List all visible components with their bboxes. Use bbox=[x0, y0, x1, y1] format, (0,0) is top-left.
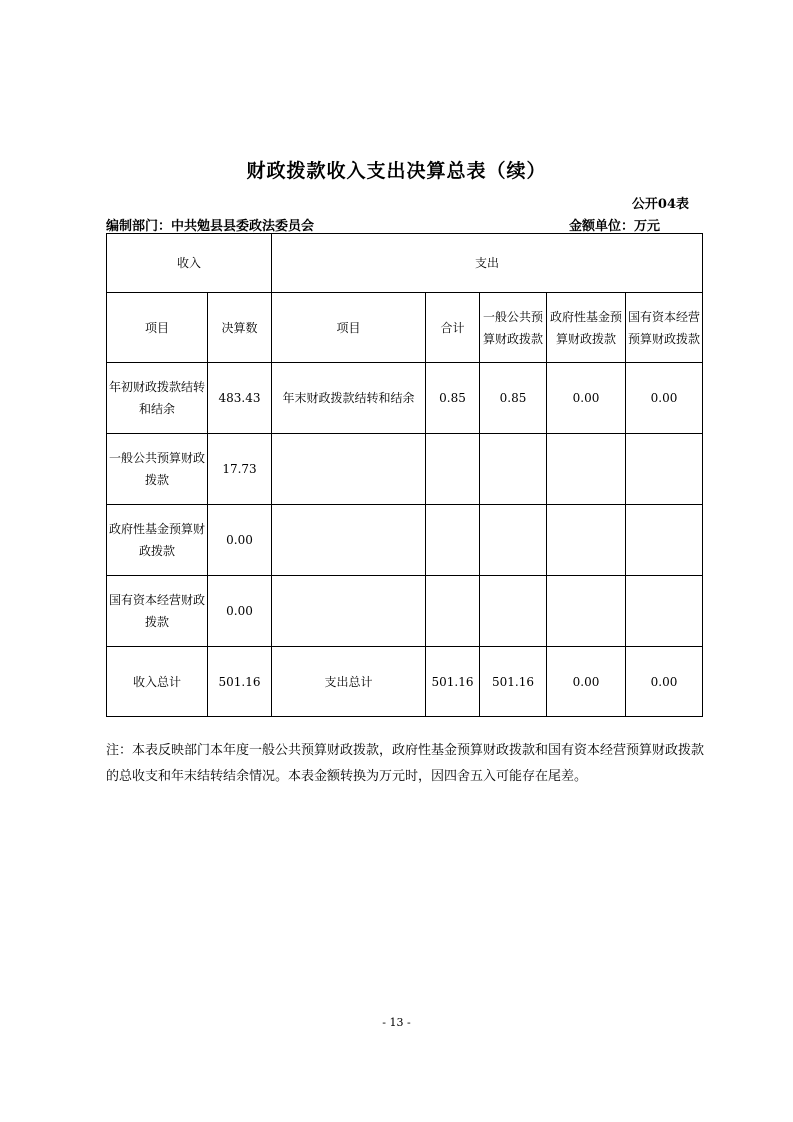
expense-total bbox=[426, 505, 480, 576]
header-income: 收入 bbox=[107, 234, 272, 293]
header-final-amount: 决算数 bbox=[208, 293, 272, 363]
page-number: - 13 - bbox=[382, 1016, 411, 1029]
table-row bbox=[107, 363, 703, 434]
expense-item: 支出总计 bbox=[272, 647, 426, 717]
income-value: 0.00 bbox=[208, 505, 272, 576]
expense-gov-fund: 0.00 bbox=[547, 363, 626, 434]
footnote: 注：本表反映部门本年度一般公共预算财政拨款，政府性基金预算财政拨款和国有资本经营预算财政拨款的总收支和年末结转结余情况。本表金额转换为万元时，因四舍五入可能存在尾差。 bbox=[106, 743, 705, 784]
expense-total bbox=[426, 434, 480, 505]
expense-general: 501.16 bbox=[480, 647, 547, 717]
header-general-budget: 一般公共预算财政拨款 bbox=[480, 293, 547, 363]
income-value: 17.73 bbox=[208, 434, 272, 505]
form-number: 公开04表 bbox=[631, 197, 689, 212]
table-row bbox=[107, 434, 703, 505]
expense-state-capital bbox=[626, 434, 703, 505]
expense-state-capital: 0.00 bbox=[626, 647, 703, 717]
table-total-row bbox=[107, 647, 703, 717]
table-row bbox=[107, 505, 703, 576]
income-value: 0.00 bbox=[208, 576, 272, 647]
header-income-item: 项目 bbox=[107, 293, 208, 363]
header-expense: 支出 bbox=[272, 234, 703, 293]
expense-gov-fund bbox=[547, 505, 626, 576]
income-item: 年初财政拨款结转和结余 bbox=[107, 363, 208, 434]
header-total: 合计 bbox=[426, 293, 480, 363]
expense-total: 0.85 bbox=[426, 363, 480, 434]
expense-item bbox=[272, 505, 426, 576]
table-row bbox=[107, 576, 703, 647]
department-label: 编制部门：中共勉县县委政法委员会 bbox=[106, 219, 315, 234]
expense-state-capital bbox=[626, 505, 703, 576]
income-item: 收入总计 bbox=[107, 647, 208, 717]
expense-gov-fund bbox=[547, 576, 626, 647]
header-state-capital: 国有资本经营预算财政拨款 bbox=[626, 293, 703, 363]
fiscal-summary-table bbox=[106, 233, 703, 717]
expense-total: 501.16 bbox=[426, 647, 480, 717]
page-title: 财政拨款收入支出决算总表（续） bbox=[246, 160, 547, 182]
expense-general: 0.85 bbox=[480, 363, 547, 434]
table-header-row-2 bbox=[107, 293, 703, 363]
expense-item: 年末财政拨款结转和结余 bbox=[272, 363, 426, 434]
expense-general bbox=[480, 576, 547, 647]
expense-state-capital bbox=[626, 576, 703, 647]
income-item: 政府性基金预算财政拨款 bbox=[107, 505, 208, 576]
expense-item bbox=[272, 576, 426, 647]
amount-unit-label: 金额单位：万元 bbox=[569, 219, 661, 234]
expense-total bbox=[426, 576, 480, 647]
expense-state-capital: 0.00 bbox=[626, 363, 703, 434]
header-gov-fund: 政府性基金预算财政拨款 bbox=[547, 293, 626, 363]
expense-gov-fund bbox=[547, 434, 626, 505]
table-header-row-1 bbox=[107, 234, 703, 293]
income-item: 一般公共预算财政拨款 bbox=[107, 434, 208, 505]
income-value: 501.16 bbox=[208, 647, 272, 717]
income-item: 国有资本经营财政拨款 bbox=[107, 576, 208, 647]
expense-general bbox=[480, 434, 547, 505]
income-value: 483.43 bbox=[208, 363, 272, 434]
expense-item bbox=[272, 434, 426, 505]
expense-gov-fund: 0.00 bbox=[547, 647, 626, 717]
expense-general bbox=[480, 505, 547, 576]
header-expense-item: 项目 bbox=[272, 293, 426, 363]
